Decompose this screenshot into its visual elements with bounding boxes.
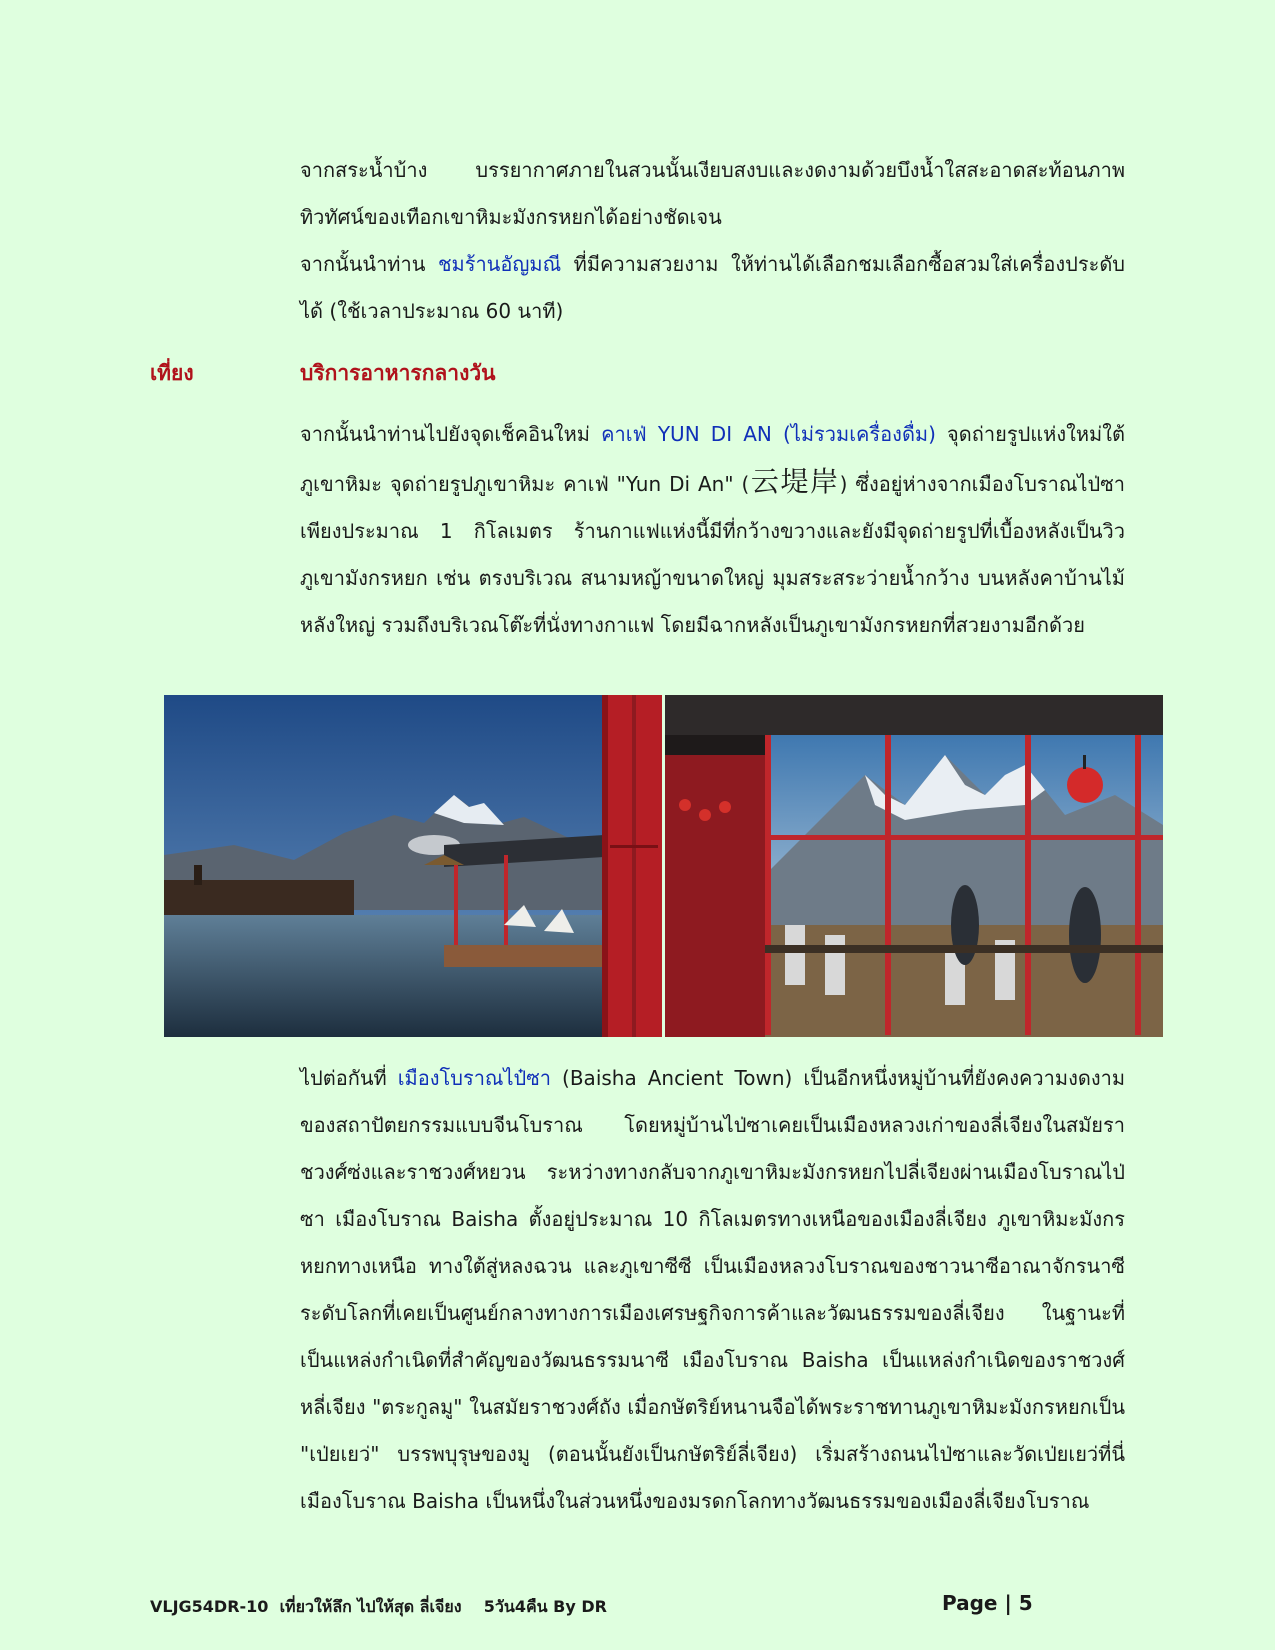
- baisha-prefix: ไปต่อกันที่: [300, 1066, 398, 1090]
- gem-shop-prefix: จากนั้นนำท่าน: [300, 252, 438, 276]
- footer-tour-code: VLJG54DR-10 เที่ยวให้ลึก ไปให้สุด ลี่เจียง 5วัน4คืน By DR: [150, 1597, 607, 1616]
- meal-description: บริการอาหารกลางวัน: [300, 361, 496, 385]
- cafe-prefix: จากนั้นนำท่านไปยังจุดเช็คอินใหม่: [300, 422, 602, 446]
- intro-line: จากสระน้ำบ้าง บรรยากาศภายในสวนนั้นเงียบสงบและงดงามด้วยบึงน้ำใสสะอาดสะท้อนภาพทิวทัศน์ของเทือกเขาหิมะมังกรหยกได้อย่างชัดเจน: [300, 158, 1125, 229]
- cafe-suffix: ) ซึ่งอยู่ห่างจากเมืองโบราณไป่ซาเพียงประมาณ 1 กิโลเมตร ร้านกาแฟแห่งนี้มีที่กว้างขวางและยังมีจุดถ่ายรูปที่เบื้องหลังเป็นวิวภูเขามังกรหยก เช่น ตรงบริเวณ สนามหญ้าขนาดใหญ่ มุมสระสระว่ายน้ำกว้าง บนหลังคาบ้านไม้หลังใหญ่ รวมถึงบริเวณโต๊ะที่นั่งทางกาแฟ โดยมีฉากหลังเป็นภูเขามังกรหยกที่สวยงามอีกด้วย: [300, 472, 1125, 637]
- footer-page-number: Page | 5: [942, 1591, 1033, 1615]
- cafe-pool-photo-graphic: [164, 695, 662, 1037]
- cafe-interior-photo-graphic: [665, 695, 1163, 1037]
- cafe-interior-photo: [665, 695, 1163, 1037]
- cafe-mid: จุดถ่ายรูปแห่งใหม่ใต้ภูเขาหิมะ จุดถ่ายรูปภูเขาหิมะ คาเฟ่ "Yun Di An" (: [300, 422, 1125, 496]
- cafe-paragraph: [300, 411, 1125, 649]
- intro-paragraph: [300, 147, 1125, 335]
- gem-shop-paragraph: [300, 241, 1125, 335]
- baisha-text: [300, 1055, 1125, 1525]
- cafe-name-highlight: คาเฟ่ YUN DI AN (ไม่รวมเครื่องดื่ม): [601, 422, 936, 446]
- baisha-body: (Baisha Ancient Town) เป็นอีกหนึ่งหมู่บ้านที่ยังคงความงดงามของสถาปัตยกรรมแบบจีนโบราณ โดยหมู่บ้านไป่ซาเคยเป็นเมืองหลวงเก่าของลี่เจียงในสมัยราชวงศ์ซ่งและราชวงศ์หยวน ระหว่างทางกลับจากภูเขาหิมะมังกรหยกไปลี่เจียงผ่านเมืองโบราณไป่ซา เมืองโบราณ Baisha ตั้งอยู่ประมาณ 10 กิโลเมตรทางเหนือของเมืองลี่เจียง ภูเขาหิมะมังกรหยกทางเหนือ ทางใต้สู่หลงฉวน และภูเขาซีซี เป็นเมืองหลวงโบราณของชาวนาซีอาณาจักรนาซีระดับโลกที่เคยเป็นศูนย์กลางทางการเมืองเศรษฐกิจการค้าและวัฒนธรรมของลี่เจียง ในฐานะที่เป็นแหล่งกำเนิดที่สำคัญของวัฒนธรรมนาซี เมืองโบราณ Baisha เป็นแหล่งกำเนิดของราชวงศ์หลี่เจียง "ตระกูลมู" ในสมัยราชวงศ์ถัง เมื่อกษัตริย์หนานจือได้พระราชทานภูเขาหิมะมังกรหยกเป็น "เป่ยเยว่" บรรพบุรุษของมู (ตอนนั้นยังเป็นกษัตริย์ลี่เจียง) เริ่มสร้างถนนไป่ซาและวัดเป่ยเยว่ที่นี่ เมืองโบราณ Baisha เป็นหนึ่งในส่วนหนึ่งของมรดกโลกทางวัฒนธรรมของเมืองลี่เจียงโบราณ: [300, 1066, 1126, 1513]
- baisha-paragraph: [300, 1055, 1125, 1525]
- baisha-name-highlight: เมืองโบราณไป๋ซา: [397, 1066, 552, 1090]
- cafe-pool-photo: [164, 695, 662, 1037]
- gem-shop-name: ชมร้านอัญมณี: [437, 252, 562, 276]
- cafe-chinese-name: 云堤岸: [749, 465, 840, 498]
- meal-time-label: เที่ยง: [150, 361, 194, 385]
- cafe-text: [300, 411, 1125, 649]
- gem-shop-suffix: ที่มีความสวยงาม ให้ท่านได้เลือกชมเลือกซื้อสวมใส่เครื่องประดับได้ (ใช้เวลาประมาณ 60 นาที): [300, 252, 1125, 323]
